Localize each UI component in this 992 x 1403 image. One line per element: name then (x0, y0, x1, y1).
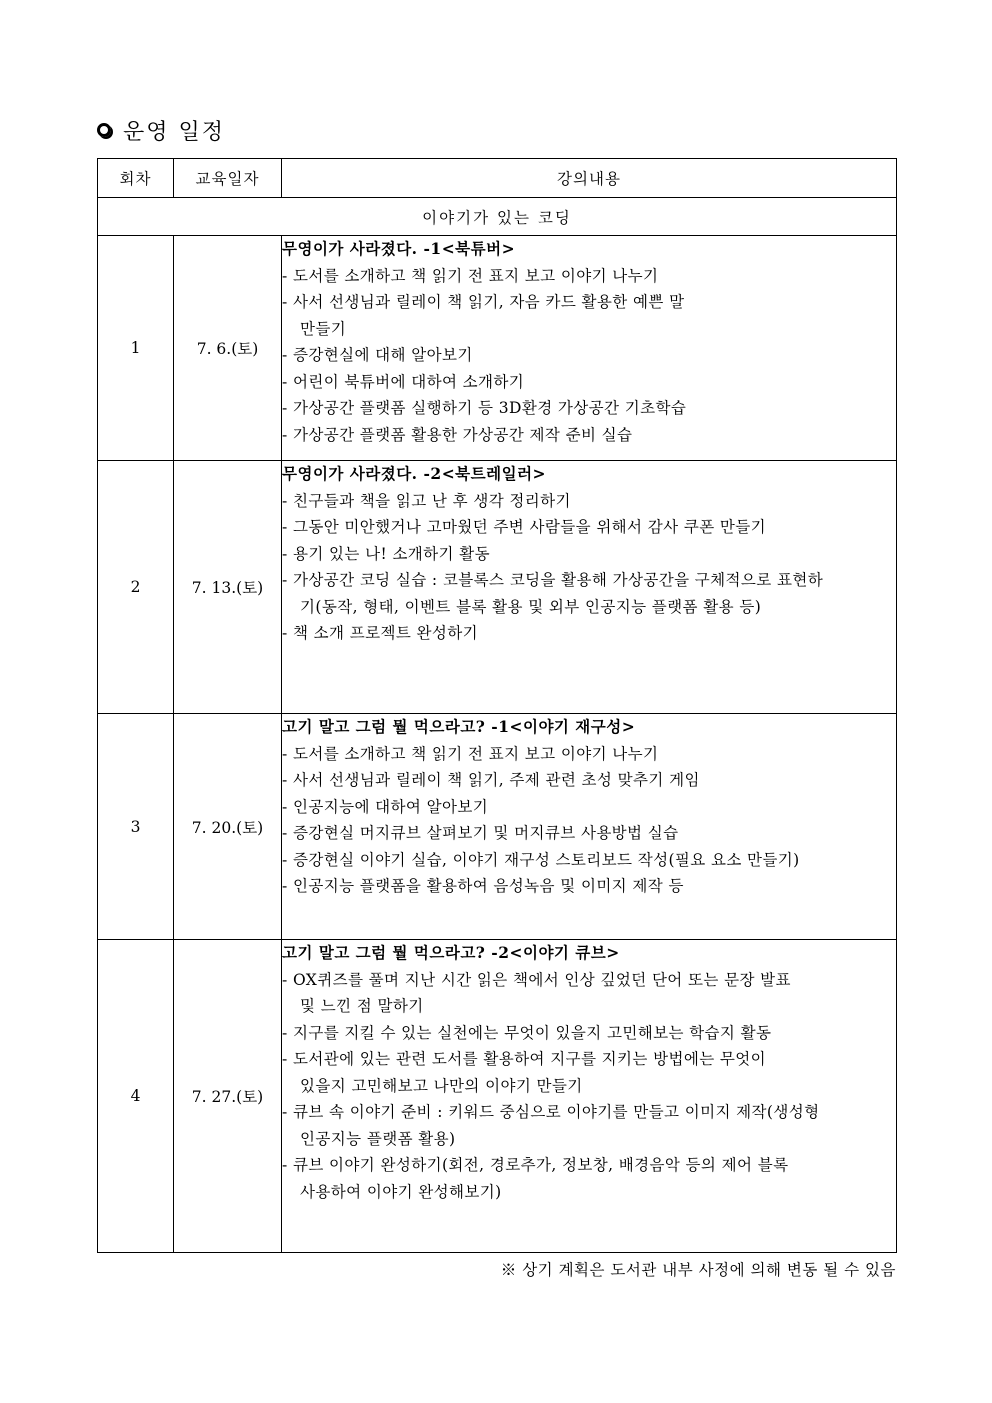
program-title: 이야기가 있는 코딩 (98, 198, 897, 236)
date-cell: 7. 13.(토) (174, 461, 282, 714)
date-cell: 7. 27.(토) (174, 940, 282, 1253)
list-item: - 가상공간 플랫폼 활용한 가상공간 제작 준비 실습 (282, 425, 633, 444)
list-item: - 가상공간 플랫폼 실행하기 등 3D환경 가상공간 기초학습 (282, 399, 687, 417)
lesson-title: 고기 말고 그럼 뭘 먹으라고? -1<이야기 재구성> (282, 717, 636, 736)
section-heading (97, 114, 225, 146)
round-cell: 2 (98, 461, 174, 714)
round-cell: 1 (98, 236, 174, 461)
table-row (98, 236, 897, 461)
program-title-row (98, 198, 897, 236)
round-cell: 3 (98, 714, 174, 940)
circle-bullet-icon (97, 123, 111, 137)
content-cell (282, 714, 897, 940)
date-cell: 7. 6.(토) (174, 236, 282, 461)
content-cell (282, 236, 897, 461)
list-item: - 인공지능 플랫폼을 활용하여 음성녹음 및 이미지 제작 등 (282, 877, 684, 895)
list-item: - 그동안 미안했거나 고마웠던 주변 사람들을 위해서 감사 쿠폰 만들기 (282, 518, 767, 536)
list-item: - 사서 선생님과 릴레이 책 읽기, 자음 카드 활용한 예쁜 말 만들기 (282, 293, 685, 338)
table-row (98, 714, 897, 940)
header-round: 회차 (98, 159, 174, 198)
list-item: - 친구들과 책을 읽고 난 후 생각 정리하기 (282, 491, 571, 510)
list-item: - 증강현실에 대해 알아보기 (282, 346, 473, 364)
section-heading-text: 운영 일정 (123, 119, 226, 145)
list-item: - 지구를 지킬 수 있는 실천에는 무엇이 있을지 고민해보는 학습지 활동 (282, 1023, 772, 1042)
table-row (98, 461, 897, 714)
lesson-title: 고기 말고 그럼 뭘 먹으라고? -2<이야기 큐브> (282, 943, 620, 962)
list-item: - 증강현실 이야기 실습, 이야기 재구성 스토리보드 작성(필요 요소 만들기) (282, 850, 800, 869)
list-item: - 인공지능에 대하여 알아보기 (282, 797, 489, 816)
schedule-table (97, 158, 897, 1253)
list-item: - 사서 선생님과 릴레이 책 읽기, 주제 관련 초성 맞추기 게임 (282, 771, 700, 789)
list-item: - 도서를 소개하고 책 읽기 전 표지 보고 이야기 나누기 (282, 266, 659, 285)
header-content: 강의내용 (282, 159, 897, 198)
list-item: - 책 소개 프로젝트 완성하기 (282, 624, 479, 642)
list-item: - 증강현실 머지큐브 살펴보기 및 머지큐브 사용방법 실습 (282, 824, 679, 842)
list-item: - 도서를 소개하고 책 읽기 전 표지 보고 이야기 나누기 (282, 744, 659, 763)
list-item: - 큐브 속 이야기 준비 : 키워드 중심으로 이야기를 만들고 이미지 제작(생성형 인공지능 플랫폼 활용) (282, 1103, 820, 1148)
header-row (98, 159, 897, 198)
list-item: - 용기 있는 나! 소개하기 활동 (282, 544, 491, 563)
list-item: - 도서관에 있는 관련 도서를 활용하여 지구를 지키는 방법에는 무엇이 있을지 고민해보고 나만의 이야기 만들기 (282, 1050, 767, 1095)
table-row (98, 940, 897, 1253)
list-item: - 큐브 이야기 완성하기(회전, 경로추가, 정보창, 배경음악 등의 제어 블록 사용하여 이야기 완성해보기) (282, 1156, 789, 1201)
lesson-title: 무영이가 사라졌다. -2<북트레일러> (282, 464, 547, 483)
list-item: - 어린이 북튜버에 대하여 소개하기 (282, 372, 525, 391)
round-cell: 4 (98, 940, 174, 1253)
footnote: ※ 상기 계획은 도서관 내부 사정에 의해 변동 될 수 있음 (500, 1261, 896, 1279)
lesson-title: 무영이가 사라졌다. -1<북튜버> (282, 239, 516, 258)
content-cell (282, 461, 897, 714)
header-date: 교육일자 (174, 159, 282, 198)
content-cell (282, 940, 897, 1253)
list-item: - OX퀴즈를 풀며 지난 시간 읽은 책에서 인상 깊었던 단어 또는 문장 발표 및 느낀 점 말하기 (282, 970, 791, 1015)
date-cell: 7. 20.(토) (174, 714, 282, 940)
list-item: - 가상공간 코딩 실습 : 코블록스 코딩을 활용해 가상공간을 구체적으로 표현하기(동작, 형태, 이벤트 블록 활용 및 외부 인공지능 플랫폼 활용 등) (282, 571, 824, 616)
